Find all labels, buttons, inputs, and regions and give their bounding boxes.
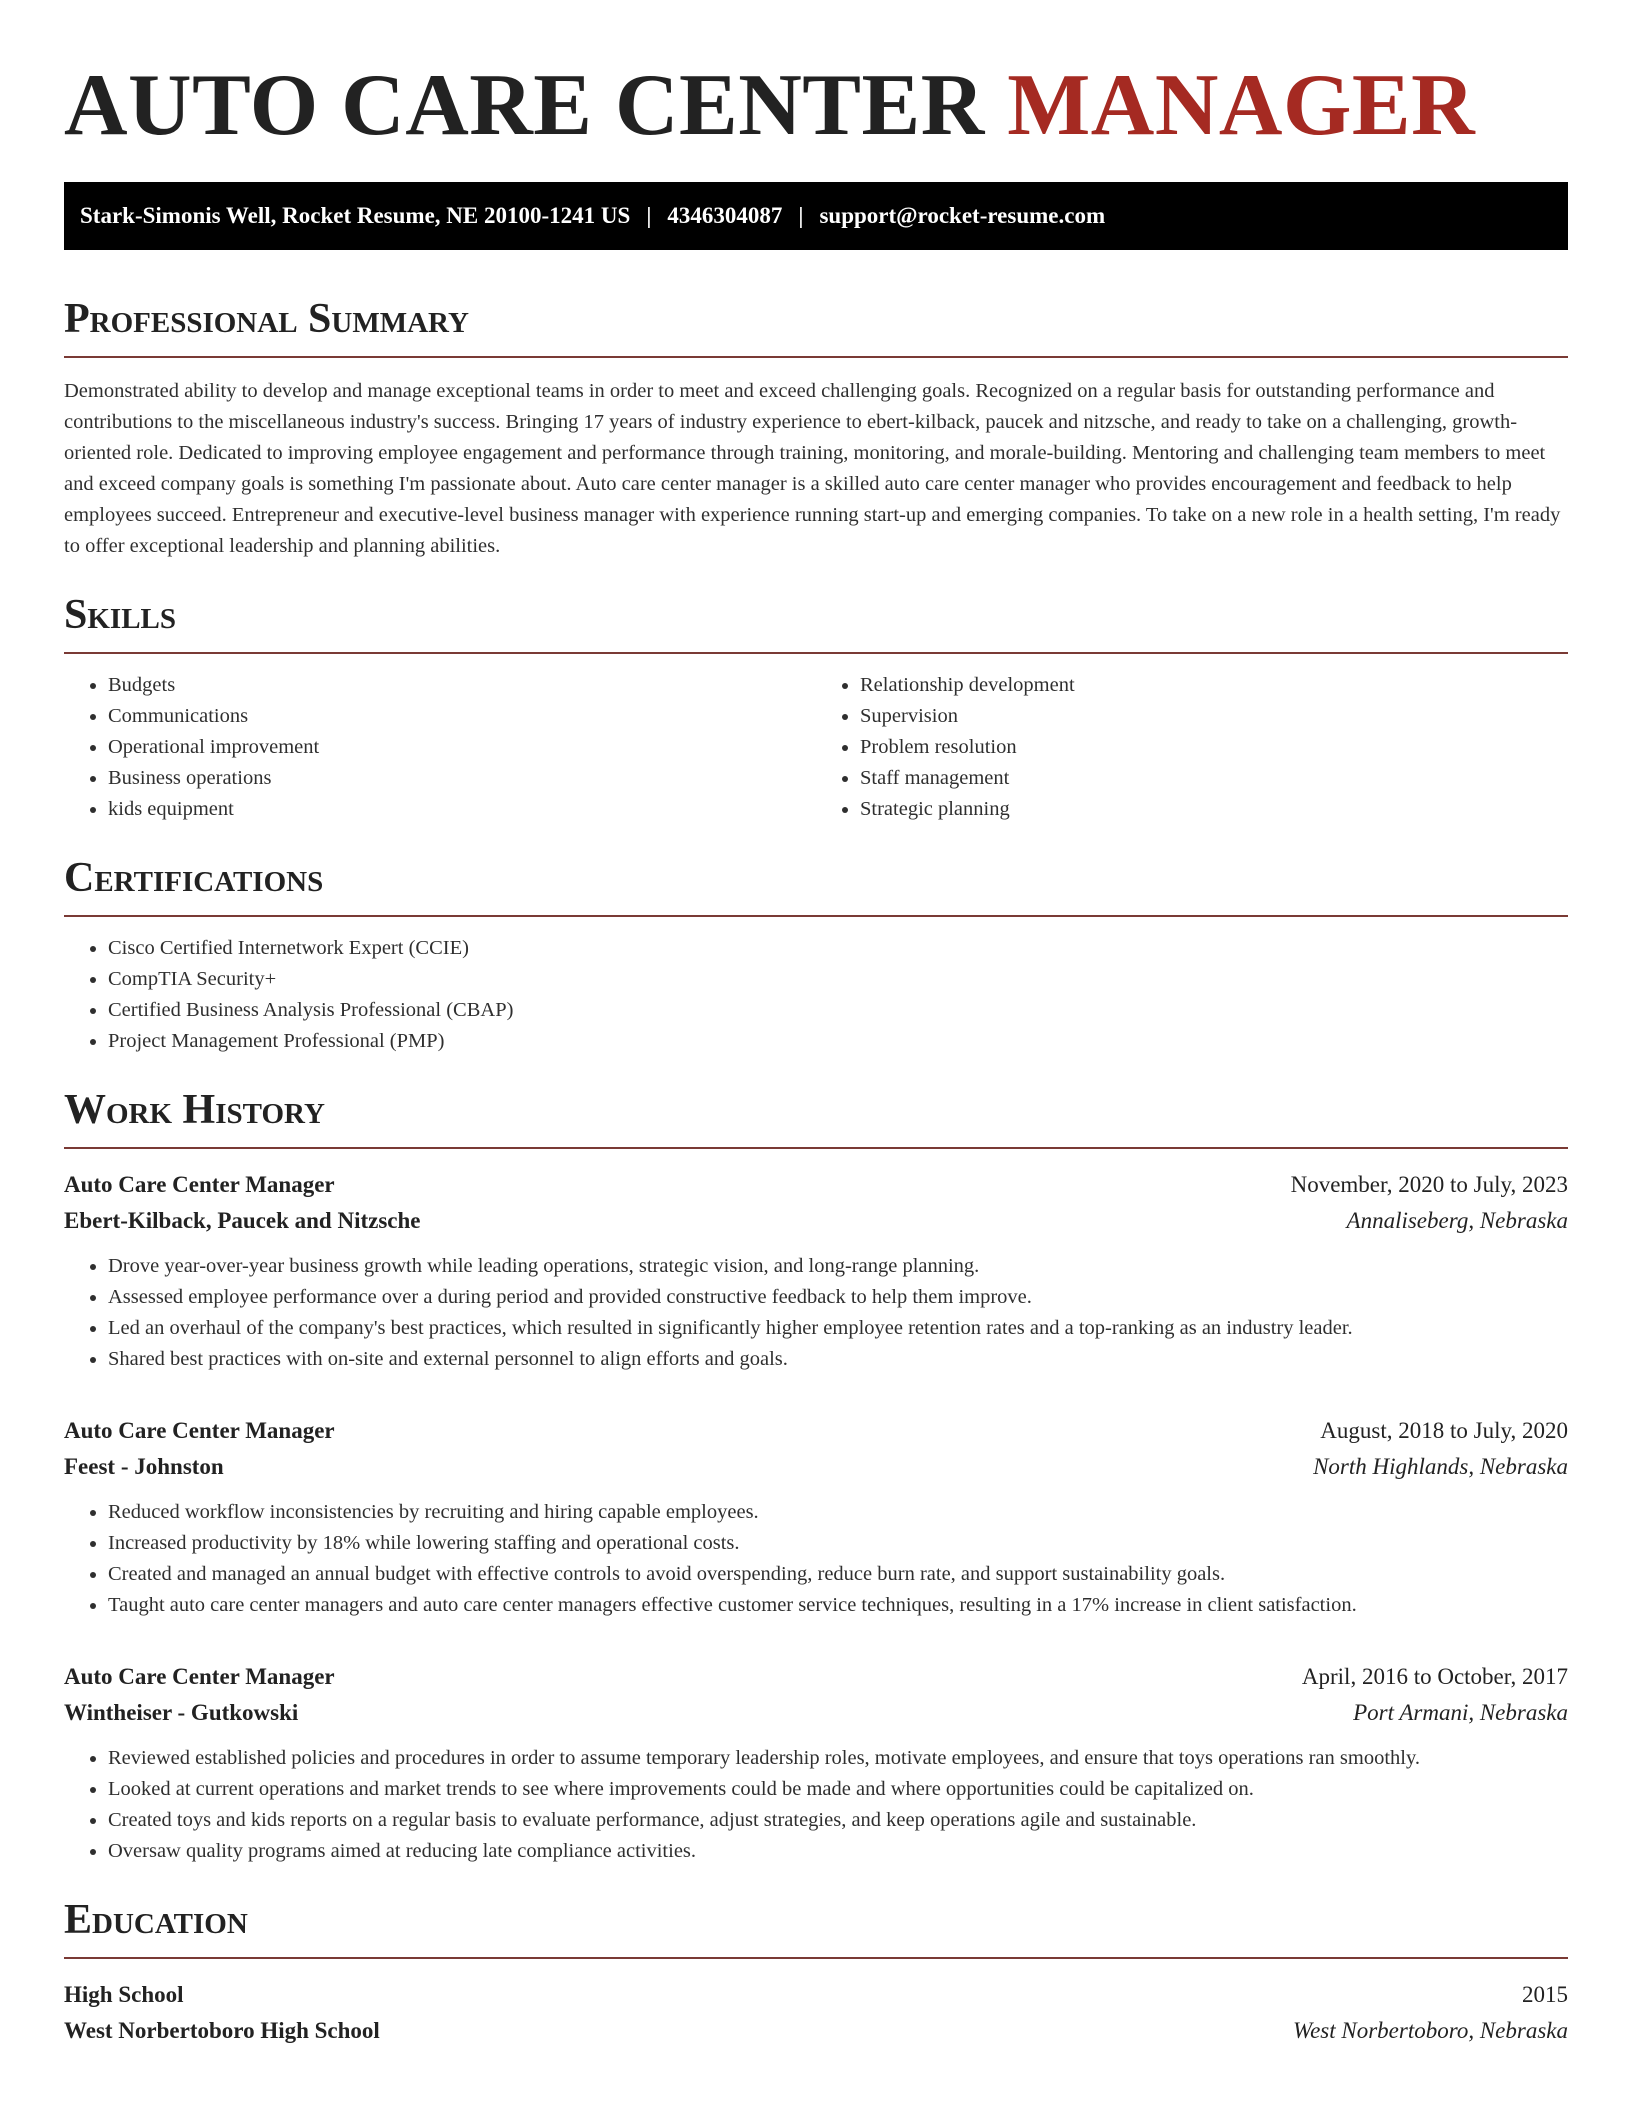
skill-item: • Budgets — [108, 670, 816, 701]
job-location: North Highlands, Nebraska — [1313, 1454, 1568, 1479]
job-header — [64, 1659, 1568, 1695]
job-bullet: • Looked at current operations and market trends to see where improvements could be made and where opportunities could be capitalized on. — [108, 1774, 1568, 1805]
job-bullet: • Created and managed an annual budget with effective controls to avoid overspending, reduce burn rate, and support sustainability goals. — [108, 1559, 1568, 1590]
job-title: Auto Care Center Manager — [64, 1172, 335, 1197]
section-title: Certifications — [64, 855, 324, 901]
education-location: West Norbertoboro, Nebraska — [1293, 2018, 1568, 2043]
summary-section — [64, 294, 1568, 562]
skill-item: • Communications — [108, 701, 816, 732]
job-entry — [64, 1413, 1568, 1621]
job-header — [64, 1413, 1568, 1449]
certification-item: • Cisco Certified Internetwork Expert (CCIE) — [108, 933, 1568, 964]
contact-separator: | — [646, 203, 652, 228]
job-bullets — [64, 1743, 1568, 1867]
skills-section — [64, 590, 1568, 825]
job-bullet: • Shared best practices with on-site and external personnel to align efforts and goals. — [108, 1344, 1568, 1375]
contact-email[interactable]: support@rocket-resume.com — [819, 203, 1106, 228]
job-bullet: • Led an overhaul of the company's best practices, which resulted in significantly higher employee retention rates and a top-ranking as an industry leader. — [108, 1313, 1568, 1344]
section-divider — [64, 1147, 1568, 1149]
job-bullet: • Taught auto care center managers and auto care center managers effective customer service techniques, resulting in a 17% increase in client satisfaction. — [108, 1590, 1568, 1621]
section-title: Work History — [64, 1087, 325, 1133]
job-title: Auto Care Center Manager — [64, 1664, 335, 1689]
contact-address: Stark-Simonis Well, Rocket Resume, NE 20100-1241 US — [80, 203, 631, 228]
skills-list-right — [816, 670, 1568, 825]
work-history-section — [64, 1085, 1568, 1867]
contact-phone: 4346304087 — [667, 203, 783, 228]
education-school: West Norbertoboro High School — [64, 2018, 380, 2043]
job-bullet: • Assessed employee performance over a during period and provided constructive feedback to help them improve. — [108, 1282, 1568, 1313]
education-header — [64, 1977, 1568, 2013]
skill-item: • kids equipment — [108, 794, 816, 825]
job-dates: November, 2020 to July, 2023 — [1290, 1172, 1568, 1197]
section-title: Education — [64, 1897, 248, 1943]
name-main: AUTO CARE CENTER — [64, 57, 1008, 154]
skill-item: • Staff management — [860, 763, 1568, 794]
section-divider — [64, 356, 1568, 358]
skill-item: • Strategic planning — [860, 794, 1568, 825]
education-year: 2015 — [1522, 1982, 1568, 2007]
skill-item: • Business operations — [108, 763, 816, 794]
education-degree: High School — [64, 1982, 184, 2007]
contact-separator: | — [798, 203, 804, 228]
section-title: Skills — [64, 592, 177, 638]
job-company: Ebert-Kilback, Paucek and Nitzsche — [64, 1208, 421, 1233]
education-entry — [64, 1977, 1568, 2049]
job-location: Annaliseberg, Nebraska — [1346, 1208, 1568, 1233]
job-title: Auto Care Center Manager — [64, 1418, 335, 1443]
job-company: Feest - Johnston — [64, 1454, 224, 1479]
job-bullet: • Reduced workflow inconsistencies by recruiting and hiring capable employees. — [108, 1497, 1568, 1528]
job-bullet: • Drove year-over-year business growth while leading operations, strategic vision, and long-range planning. — [108, 1251, 1568, 1282]
job-entry — [64, 1167, 1568, 1375]
section-title: Professional Summary — [64, 296, 469, 342]
job-bullet: • Increased productivity by 18% while lowering staffing and operational costs. — [108, 1528, 1568, 1559]
skill-item: • Problem resolution — [860, 732, 1568, 763]
section-divider — [64, 1957, 1568, 1959]
job-bullet: • Oversaw quality programs aimed at reducing late compliance activities. — [108, 1836, 1568, 1867]
job-subheader — [64, 1449, 1568, 1485]
job-subheader — [64, 1203, 1568, 1239]
job-company: Wintheiser - Gutkowski — [64, 1700, 299, 1725]
job-entry — [64, 1659, 1568, 1867]
candidate-name — [64, 56, 1568, 156]
job-bullet: • Reviewed established policies and procedures in order to assume temporary leadership roles, motivate employees, and ensure that toys operations ran smoothly. — [108, 1743, 1568, 1774]
job-header — [64, 1167, 1568, 1203]
education-section — [64, 1895, 1568, 2049]
job-bullets — [64, 1251, 1568, 1375]
job-bullet: • Created toys and kids reports on a regular basis to evaluate performance, adjust strategies, and keep operations agile and sustainable. — [108, 1805, 1568, 1836]
job-bullets — [64, 1497, 1568, 1621]
certifications-list — [64, 933, 1568, 1057]
skills-grid — [64, 670, 1568, 825]
certification-item: • Certified Business Analysis Professional (CBAP) — [108, 995, 1568, 1026]
skill-item: • Relationship development — [860, 670, 1568, 701]
section-divider — [64, 915, 1568, 917]
section-divider — [64, 652, 1568, 654]
job-dates: August, 2018 to July, 2020 — [1320, 1418, 1568, 1443]
education-subheader — [64, 2013, 1568, 2049]
name-accent: MANAGER — [1007, 57, 1476, 154]
skill-item: • Supervision — [860, 701, 1568, 732]
job-dates: April, 2016 to October, 2017 — [1301, 1664, 1568, 1689]
skill-item: • Operational improvement — [108, 732, 816, 763]
job-subheader — [64, 1695, 1568, 1731]
contact-bar — [64, 182, 1568, 250]
skills-list-left — [64, 670, 816, 825]
job-location: Port Armani, Nebraska — [1353, 1700, 1568, 1725]
certification-item: • Project Management Professional (PMP) — [108, 1026, 1568, 1057]
certifications-section — [64, 853, 1568, 1057]
summary-text: Demonstrated ability to develop and manage exceptional teams in order to meet and exceed challenging goals. Recognized on a regular basis for outstanding performance and contributions to the miscellaneous industry's success. Bringing 17 years of industry experience to ebert-kilback, paucek and nitzsche, and ready to take on a challenging, growth-oriented role. Dedicated to improving employee engagement and performance through training, monitoring, and morale-building. Mentoring and challenging team members to meet and exceed company goals is something I'm passionate about. Auto care center manager is a skilled auto care center manager who provides encouragement and feedback to help employees succeed. Entrepreneur and executive-level business manager with experience running start-up and emerging companies. To take on a new role in a health setting, I'm ready to offer exceptional leadership and planning abilities. — [64, 380, 1561, 557]
certification-item: • CompTIA Security+ — [108, 964, 1568, 995]
